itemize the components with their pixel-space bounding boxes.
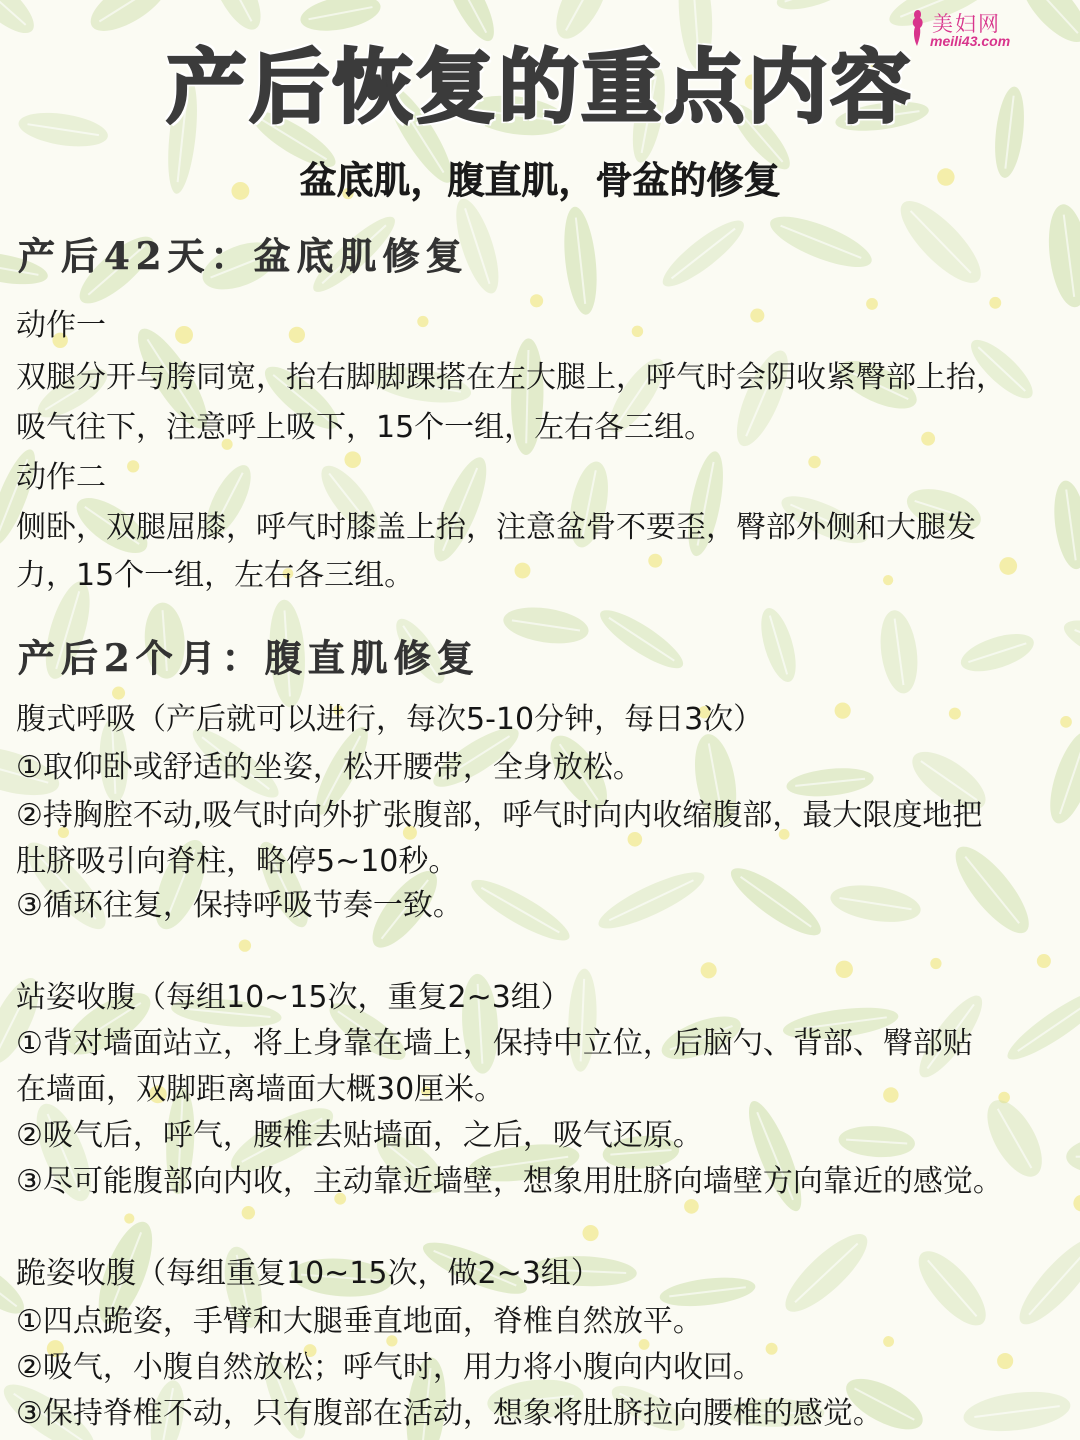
- text-line: ③循环往复，保持呼吸节奏一致。: [16, 888, 463, 923]
- text-line: ①取仰卧或舒适的坐姿，松开腰带，全身放松。: [16, 750, 643, 785]
- text-line: 站姿收腹（每组10~15次，重复2~3组）: [16, 980, 571, 1015]
- logo-url: meili43.com: [930, 33, 1011, 49]
- text-line: 在墙面，双脚距离墙面大概30厘米。: [16, 1072, 505, 1107]
- logo-name: 美妇网: [932, 12, 1001, 36]
- text-line: 力，15个一组，左右各三组。: [16, 558, 415, 593]
- text-line: 腹式呼吸（产后就可以进行，每次5-10分钟，每日3次）: [16, 702, 764, 737]
- text-line: 跪姿收腹（每组重复10~15次，做2~3组）: [16, 1256, 601, 1291]
- text-line: 吸气往下，注意呼上吸下，15个一组，左右各三组。: [16, 410, 715, 445]
- text-line: ①四点跪姿，手臂和大腿垂直地面，脊椎自然放平。: [16, 1304, 703, 1339]
- page-title: 产后恢复的重点内容: [166, 41, 914, 134]
- text-line: ③保持脊椎不动，只有腹部在活动，想象将肚脐拉向腰椎的感觉。: [16, 1396, 883, 1431]
- text-line: 侧卧，双腿屈膝，呼气时膝盖上抬，注意盆骨不要歪，臀部外侧和大腿发: [16, 510, 976, 545]
- text-line: 动作一: [16, 308, 106, 343]
- section-heading-diastasis-recti: 产后2个月：腹直肌修复: [18, 636, 480, 680]
- text-line: 双腿分开与胯同宽，抬右脚脚踝搭在左大腿上，呼气时会阴收紧臀部上抬，: [16, 360, 1006, 395]
- text-line: ①背对墙面站立，将上身靠在墙上，保持中立位，后脑勺、背部、臀部贴: [16, 1026, 973, 1061]
- text-line: 肚脐吸引向脊柱，略停5~10秒。: [16, 844, 459, 879]
- page-subtitle: 盆底肌，腹直肌，骨盆的修复: [299, 159, 781, 202]
- text-line: ②持胸腔不动,吸气时向外扩张腹部，呼气时向内收缩腹部，最大限度地把: [16, 798, 983, 833]
- section-heading-pelvic-floor: 产后42天：盆底肌修复: [18, 234, 469, 278]
- text-line: ②吸气后，呼气，腰椎去贴墙面，之后，吸气还原。: [16, 1118, 703, 1153]
- text-line: ③尽可能腹部向内收，主动靠近墙壁，想象用肚脐向墙壁方向靠近的感觉。: [16, 1164, 1003, 1199]
- text-line: ②吸气，小腹自然放松；呼气时，用力将小腹向内收回。: [16, 1350, 763, 1385]
- text-line: 动作二: [16, 460, 106, 495]
